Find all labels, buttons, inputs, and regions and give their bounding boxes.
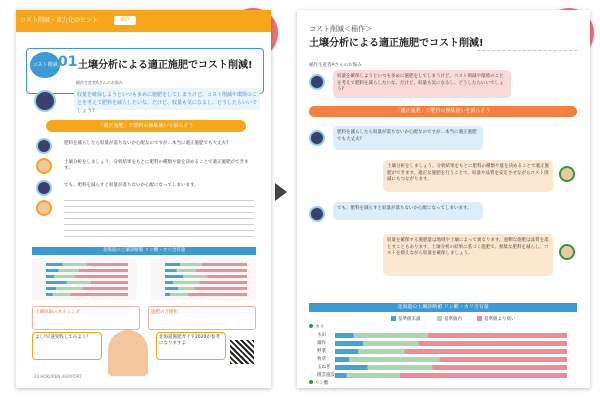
advisor-avatar bbox=[559, 244, 575, 260]
number-label: コスト削減 bbox=[32, 62, 58, 68]
chat-bubble-advisor: 収量を確保する施肥量は地域や土壌によって異なります。過剰な施肥は品質を落とすこともあります。土壌分析の結果に基づく施肥で、無駄な肥料を減らし、コストを抑えながら収量を確保しましょう。 bbox=[383, 234, 553, 276]
question-text: 肥料を減らしたら収量が落ちないか心配なのですが…本当に適正施肥でも大丈夫? bbox=[64, 141, 229, 146]
characters-illustration bbox=[108, 330, 148, 376]
header-pill: 稲作 bbox=[114, 16, 136, 25]
chat-bubble-farmer: 肥料を減らしたら収量が落ちないか心配なのですが…本当に適正施肥でも大丈夫? bbox=[333, 126, 483, 150]
web-page bbox=[297, 10, 590, 388]
section-heading: 「適正施肥」で肥料の無駄使いを減らそう bbox=[309, 106, 577, 117]
advisor-avatar bbox=[559, 166, 575, 182]
section-number: 01 bbox=[58, 54, 78, 70]
row-label: 玉ねぎ bbox=[317, 365, 331, 370]
title-divider bbox=[477, 50, 577, 52]
info-box-rationalize bbox=[148, 306, 256, 330]
web-title: 土壌分析による適正施肥でコスト削減! bbox=[309, 38, 484, 49]
question-text: でも、肥料を減らすと収量が落ちないか心配になってしまいます。 bbox=[64, 183, 199, 188]
farmer-avatar bbox=[309, 74, 325, 90]
legend-within: 基準値内 bbox=[437, 316, 462, 322]
chat-bubble-farmer: 収量を確保しようといつも多めに施肥をしてしまうけど、コスト削減や環境のことを考えて肥料を減らしたいな。だけど、収量も気になるし、どうしたらいいでしょう? bbox=[333, 70, 511, 98]
book-title: 土壌分析による適正施肥でコスト削減! bbox=[78, 60, 253, 71]
chart-bar bbox=[335, 373, 567, 378]
farmer-avatar bbox=[309, 130, 325, 146]
speech-bubble: よし!早速実践してみよう! bbox=[32, 332, 102, 360]
advisor-avatar bbox=[36, 200, 52, 216]
row-label: 園芸施設 bbox=[317, 373, 335, 378]
group-label-potassium: カリ bbox=[309, 324, 324, 330]
number-circle bbox=[30, 52, 60, 78]
chat-bubble-advisor: 土壌分析をしましょう。分析結果をもとに肥料の種類や量を決めることで適正施肥ができます。適正な施肥を行うことで、収量や品質を安定させながらコスト削減にもつながります。 bbox=[383, 160, 553, 192]
row-label: 畑作 bbox=[317, 341, 326, 346]
row-label: 牧草 bbox=[317, 357, 326, 362]
info-title: 施肥の合理化 bbox=[151, 310, 178, 315]
speech-bubble: 北海道施肥ガイド2020が参考になりますよ bbox=[156, 332, 226, 360]
page-footer: 24 HOKUREN AGRIPORT bbox=[34, 374, 82, 379]
legend-below: 基準値未満 bbox=[391, 316, 421, 322]
chart-heading: 北海道の土壌診断値 リン酸・カリ含有量 bbox=[32, 247, 256, 255]
advisor-avatar bbox=[36, 158, 52, 174]
booklet-header bbox=[16, 10, 271, 32]
farmer-avatar bbox=[36, 180, 52, 196]
chart-heading: 北海道の土壌診断値 リン酸・カリ含有量 bbox=[309, 303, 577, 312]
section-heading: 「適正施肥」で肥料の無駄使いを減らそう bbox=[46, 120, 246, 132]
web-kicker: コスト削減＜稲作＞ bbox=[309, 25, 372, 33]
farmer-avatar bbox=[34, 90, 56, 112]
arrow-right-icon bbox=[275, 183, 287, 201]
header-tag: コスト削減・省力化のヒント bbox=[20, 17, 99, 24]
legend-above: 基準値より高い bbox=[477, 316, 516, 322]
chart-bar bbox=[335, 357, 567, 362]
row-label: 野菜 bbox=[317, 349, 326, 354]
booklet-page bbox=[16, 10, 271, 388]
chart-bar bbox=[335, 341, 567, 346]
chart-right bbox=[151, 258, 256, 300]
chart-bar bbox=[335, 365, 567, 370]
answer-text-block bbox=[64, 200, 254, 240]
farmer-avatar bbox=[309, 206, 325, 222]
asker-label: 稲作生産者Aさんのお悩み bbox=[309, 63, 362, 68]
chart-bar bbox=[335, 349, 567, 354]
info-box-timing bbox=[32, 306, 140, 330]
book-subtitle: 稲作生産者Aさんのお悩み bbox=[76, 80, 123, 85]
chart-left bbox=[32, 258, 137, 300]
info-title: 土壌採取のタイミング bbox=[35, 310, 80, 315]
farmer-avatar bbox=[36, 138, 52, 154]
row-label: 水田 bbox=[317, 333, 326, 338]
qr-code-icon bbox=[230, 340, 254, 364]
group-label-phosphate: リン酸 bbox=[309, 380, 329, 386]
chat-bubble-farmer: でも、肥料を減らすと収量が落ちないか心配になってしまいます。 bbox=[333, 202, 483, 220]
answer-text: 土壌分析をしましょう。分析結果をもとに肥料の種類や量を決めることで適正施肥ができます。 bbox=[64, 160, 249, 171]
intro-speech: 収量を確保しようといつも多めに施肥をしてしまうけど、コスト削減や環境のことを考えて肥料を減らしたいな。だけど、収量も気になるし、どうしたらいいでしょう? bbox=[74, 88, 260, 110]
chart-bar bbox=[335, 333, 567, 338]
